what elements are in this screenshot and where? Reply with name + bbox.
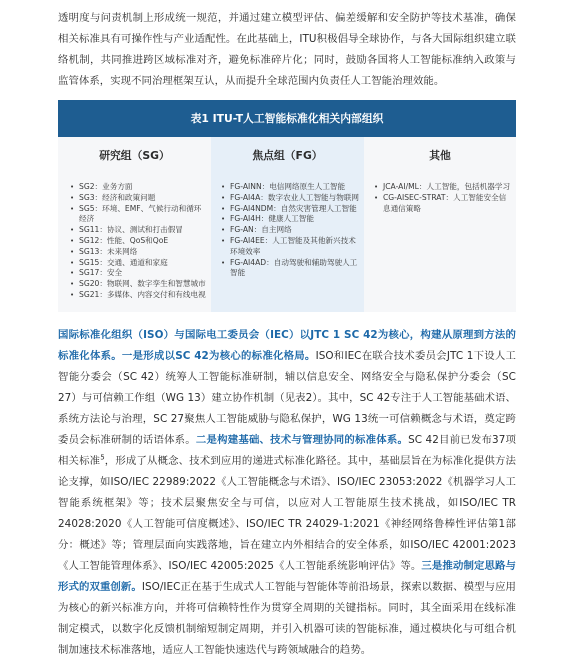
- list-item-text: SG20：物联网、数字孪生和智慧城市: [79, 279, 206, 289]
- list-item-text: FG-AI4A：数字农业人工智能与物联网: [230, 192, 360, 202]
- list-item: [70, 258, 207, 269]
- list-item: [221, 214, 360, 225]
- list-item: [70, 182, 207, 193]
- bullet-icon: •: [70, 258, 75, 267]
- bullet-icon: •: [221, 258, 226, 267]
- bullet-icon: •: [70, 247, 75, 256]
- list-item-text: JCA-AI/ML：人工智能，包括机器学习: [383, 182, 511, 191]
- focus-groups-list: [221, 182, 360, 279]
- bullet-icon: •: [221, 236, 226, 245]
- bullet-icon: •: [70, 269, 75, 278]
- other-groups-column: [364, 137, 516, 312]
- list-item-text: SG15：交通、通道和家庭: [79, 257, 168, 267]
- list-item-text: CG-AISEC-STRAT：人工智能安全信息通信策略: [383, 192, 507, 213]
- list-item: [70, 279, 207, 290]
- list-item-text: SG11：协议、测试和打击假冒: [79, 225, 183, 235]
- list-item-text: FG-AINN：电信网络原生人工智能: [230, 182, 346, 191]
- list-item: [70, 247, 207, 258]
- list-item: [221, 193, 360, 204]
- bullet-icon: •: [70, 236, 75, 245]
- list-item: [374, 182, 512, 193]
- body-text: SC 42目前已发布37项相关标准: [58, 434, 516, 467]
- iso-iec-paragraph: [58, 325, 516, 661]
- body-text: ISO/IEC正在基于生成式人工智能与智能体等前沿场景，探索以数据、模型与应用为核心的新兴标准方向，并将可信赖特性作为贯穿全周期的关键指标。同时，其全面采用在线标准制定模式，以数字化反馈机制缩短制定周期，并引入机器可读的智能标准，通过模块化与可组合机制加速技术标准落地，适应人工智能快速迭代与跨领域融合的趋势。: [58, 581, 516, 656]
- list-item: [221, 225, 360, 236]
- highlighted-text: 三是推动制定思路与形式的双重创新。: [58, 560, 516, 593]
- bullet-icon: •: [221, 226, 226, 235]
- column-header-other: 其他: [429, 149, 451, 162]
- bullet-icon: •: [70, 226, 75, 235]
- list-item-text: SG5：环境、EMF、气候行动和循环经济: [79, 203, 202, 224]
- list-item: [374, 193, 512, 215]
- list-item-text: FG-AI4H：健康人工智能: [230, 214, 314, 224]
- focus-groups-column: [211, 137, 364, 312]
- bullet-icon: •: [221, 204, 226, 213]
- list-item: [70, 290, 207, 301]
- bullet-icon: •: [221, 193, 226, 202]
- bullet-icon: •: [221, 183, 226, 191]
- bullet-icon: •: [221, 215, 226, 224]
- list-item: [221, 258, 360, 280]
- list-item-text: SG17：安全: [79, 268, 123, 278]
- list-item: [221, 204, 360, 215]
- list-item-text: SG21：多媒体、内容交付和有线电视: [79, 289, 206, 299]
- bullet-icon: •: [374, 183, 379, 191]
- list-item: [70, 225, 207, 236]
- bullet-icon: •: [70, 290, 75, 299]
- list-item: [221, 236, 360, 258]
- highlighted-text: 二是构建基础、技术与管理协同的标准体系。: [195, 434, 409, 446]
- itu-t-organization-table: [58, 100, 516, 312]
- list-item: [70, 204, 207, 226]
- list-item: [70, 268, 207, 279]
- other-groups-list: [374, 182, 512, 214]
- bullet-icon: •: [70, 204, 75, 213]
- study-groups-column: [58, 137, 211, 312]
- list-item-text: SG12：性能、QoS和QoE: [79, 235, 169, 245]
- column-header-focus-groups: 焦点组（FG）: [252, 149, 323, 162]
- bullet-icon: •: [70, 280, 75, 289]
- list-item-text: SG2：业务方面: [79, 182, 133, 191]
- list-item: [70, 236, 207, 247]
- table-body: [58, 137, 516, 312]
- highlighted-text: 一是形成以SC 42为核心的标准化格局。: [121, 350, 316, 362]
- table-title: 表1 ITU-T人工智能标准化相关内部组织: [58, 100, 516, 137]
- body-text: 透明度与问责机制上形成统一规范，并通过建立模型评估、偏差缓解和安全防护等技术基准，确保相关标准具有可操作性与产业适配性。在此基础上，ITU积极倡导全球协作，与各大国际组织建立联络机制，共同推进跨区域标准对齐，避免标准碎片化；同时，鼓励各国将人工智能标准纳入政策与监管体系，实现不同治理框架互认，从而提升全球范围内负责任人工智能治理效能。: [58, 12, 516, 87]
- list-item-text: FG-AN：自主网络: [230, 225, 292, 235]
- bullet-icon: •: [70, 193, 75, 202]
- study-groups-list: [70, 182, 207, 301]
- list-item-text: FG-AI4AD：自动驾驶和辅助驾驶人工智能: [230, 257, 358, 278]
- list-item-text: FG-AI4NDM：自然灾害管理人工智能: [230, 203, 357, 213]
- footnote-marker: 5: [100, 453, 105, 462]
- body-text: ，形成了从概念、技术到应用的递进式标准化路径。其中，基础层旨在为标准化提供方法论支撑，如ISO/IEC 22989:2022《人工智能概念与术语》、ISO/IEC 23053:2022《机器学习人工智能系统框架》等；技术层聚焦安全与可信，以应对人工智能原生技术挑战，如ISO/IEC TR 24028:2020《人工智能可信度概述》、ISO/IEC TR 24029-1:2021《神经网络鲁棒性评估第1部分：概述》等；管理层面向实践落地，旨在建立内外相结合的安全体系，如ISO/IEC 42001:2023《人工智能管理体系》、ISO/IEC 42005:2025《人工智能系统影响评估》等。: [58, 455, 516, 572]
- list-item-text: SG13：未来网络: [79, 246, 138, 256]
- list-item-text: FG-AI4EE：人工智能及其他新兴技术环境效率: [230, 235, 356, 256]
- body-text: ISO和IEC在联合技术委员会JTC 1下设人工智能分委会（SC 42）统筹人工智能标准研制，辅以信息安全、网络安全与隐私保护分委会（SC 27）与可信赖工作组（WG 13）建立协作机制（见表2）。其中，SC 42专注于人工智能基础术语、系统方法论与治理，SC 27聚焦人工智能威胁与隐私保护，WG 13统一可信赖概念与术语，奠定跨委员会标准研制的话语体系。: [58, 350, 516, 446]
- highlighted-text: 国际标准化组织（ISO）与国际电工委员会（IEC）以JTC 1 SC 42为核心，构建从原理到方法的标准化体系。: [58, 329, 516, 362]
- column-header-study-groups: 研究组（SG）: [99, 149, 170, 162]
- intro-paragraph: [58, 8, 516, 92]
- list-item: [221, 182, 360, 193]
- bullet-icon: •: [70, 183, 75, 191]
- list-item-text: SG3：经济和政策问题: [79, 192, 156, 202]
- bullet-icon: •: [374, 193, 379, 202]
- list-item: [70, 193, 207, 204]
